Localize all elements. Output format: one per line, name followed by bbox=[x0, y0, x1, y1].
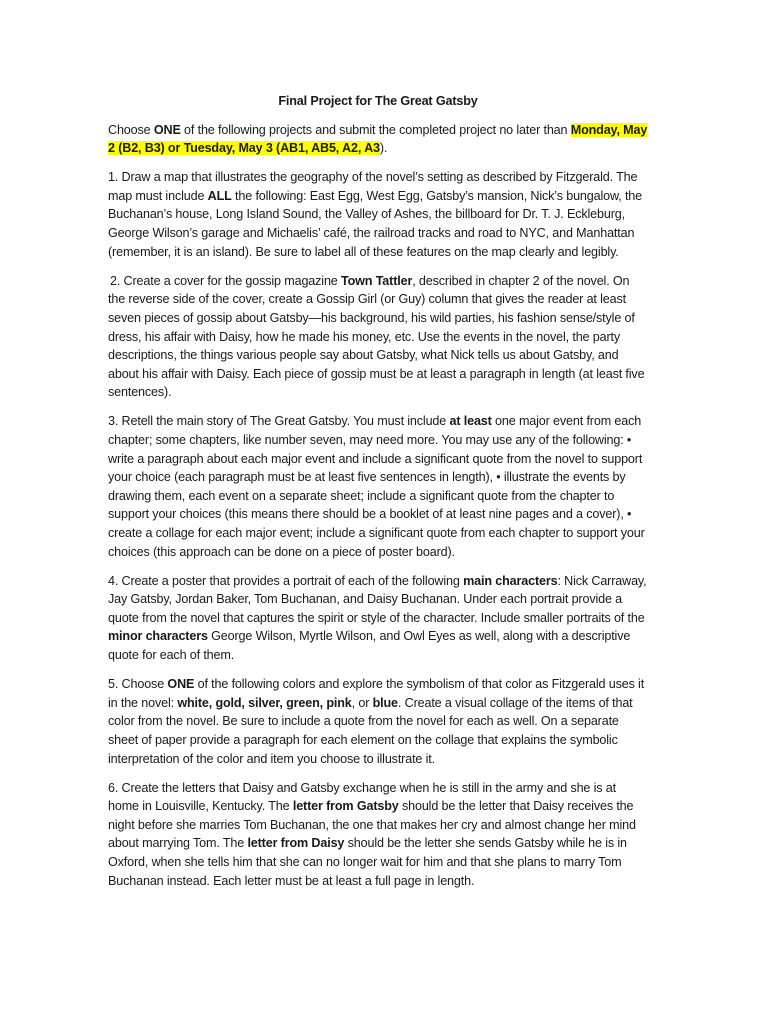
project-5-paragraph bbox=[108, 675, 648, 768]
project-4-text: 4. Create a poster that provides a portrait of each of the following bbox=[108, 573, 464, 588]
project-6-text: should be the letter she sends Gatsby while he is in Oxford, when she tells him that she can no longer wait for him and that she plans to marry Tom Buchanan instead. Each letter must be at least a full page in length. bbox=[108, 836, 627, 888]
project-4-text: : Nick Carraway, Jay Gatsby, Jordan Baker, Tom Buchanan, and Daisy Buchanan. Under each portrait provide a quote from the novel that captures the spirit or style of the character. Include smaller portraits of the bbox=[108, 573, 647, 625]
project-1-emphasis: ALL bbox=[207, 188, 232, 203]
project-5-emphasis: white, gold, silver, green, pink bbox=[177, 695, 352, 710]
project-4-emphasis: minor characters bbox=[108, 629, 208, 644]
project-4-emphasis: main characters bbox=[463, 573, 558, 588]
project-3-text: 3. Retell the main story of The Great Gatsby. You must include bbox=[108, 414, 450, 429]
project-2-paragraph bbox=[108, 272, 648, 402]
intro-emphasis: ONE bbox=[153, 122, 181, 137]
project-6-text: should be the letter that Daisy receives the night before she marries Tom Buchanan, the one that makes her cry and almost change her mind about marrying Tom. The bbox=[108, 799, 636, 851]
intro-paragraph bbox=[108, 121, 648, 158]
project-3-paragraph bbox=[108, 412, 648, 561]
document-title: Final Project for The Great Gatsby bbox=[278, 94, 478, 108]
project-4-text: George Wilson, Myrtle Wilson, and Owl Eyes as well, along with a descriptive quote for each of them. bbox=[108, 629, 631, 663]
project-3-emphasis: at least bbox=[449, 414, 492, 429]
project-1-text: 1. Draw a map that illustrates the geography of the novel’s setting as described by Fitzgerald. The map must include bbox=[108, 170, 638, 203]
project-5-text: , or bbox=[351, 695, 373, 710]
project-5-emphasis: blue bbox=[372, 695, 398, 710]
project-5-text: of the following colors and explore the symbolism of that color as Fitzgerald uses it in the novel: bbox=[108, 677, 645, 710]
project-6-emphasis: letter from Gatsby bbox=[292, 799, 399, 814]
intro-text: of the following projects and submit the completed project no later than bbox=[180, 122, 571, 137]
project-6-paragraph bbox=[108, 779, 648, 891]
intro-text: ). bbox=[379, 141, 388, 156]
document-body bbox=[108, 92, 648, 901]
project-2-text: 2. Create a cover for the gossip magazine bbox=[110, 273, 342, 288]
project-2-text: , described in chapter 2 of the novel. On the reverse side of the cover, create a Gossip Girl (or Guy) column that gives the reader at least seven pieces of gossip about Gatsby—his background, his wild parties, his fashion sense/style of dress, his affair with Daisy, how he made his money, etc. Use the events in the novel, the party descriptions, the things various people say about Gatsby, what Nick tells us about Gatsby, and about his affair with Daisy. Each piece of gossip must be at least a paragraph in length (at least five sentences). bbox=[108, 273, 645, 400]
project-6-text: 6. Create the letters that Daisy and Gatsby exchange when he is still in the army and she is at home in Louisville, Kentucky. The bbox=[108, 780, 616, 814]
project-2-emphasis: Town Tattler bbox=[341, 273, 413, 288]
project-5-emphasis: ONE bbox=[167, 677, 195, 692]
project-5-text: . Create a visual collage of the items of that color from the novel. Be sure to include a quote from the novel for each as well. On a separate sheet of paper provide a paragraph for each element on the collage that explains the symbolic interpretation of the color and item you choose to illustrate it. bbox=[108, 695, 633, 766]
project-4-paragraph bbox=[108, 572, 648, 665]
project-5-text: 5. Choose bbox=[108, 677, 168, 692]
project-1-text: the following: East Egg, West Egg, Gatsby’s mansion, Nick’s bungalow, the Buchanan’s house, Long Island Sound, the Valley of Ashes, the billboard for Dr. T. J. Eckleburg, George Wilson’s garage and Michaelis’ café, the railroad tracks and road to NYC, and Manhattan (remember, it is an island). Be sure to label all of these features on the map clearly and legibly. bbox=[108, 188, 643, 259]
deadline-highlight: Monday, May 2 (B2, B3) or Tuesday, May 3 (AB1, AB5, A2, A3 bbox=[108, 122, 648, 156]
intro-text: Choose bbox=[108, 122, 154, 137]
project-1-paragraph bbox=[108, 168, 648, 261]
project-6-emphasis: letter from Daisy bbox=[247, 836, 345, 851]
project-3-text: one major event from each chapter; some chapters, like number seven, may need more. You may use any of the following: • write a paragraph about each major event and include a significant quote from the novel to support your choice (each paragraph must be at least five sentences in length), • illustrate the events by drawing them, each event on a separate sheet; include a significant quote from the chapter to support your choices (this means there should be a booklet of at least nine pages and a cover), • create a collage for each major event; include a significant quote from each chapter to support your choices (this approach can be done on a piece of poster board). bbox=[108, 414, 645, 559]
